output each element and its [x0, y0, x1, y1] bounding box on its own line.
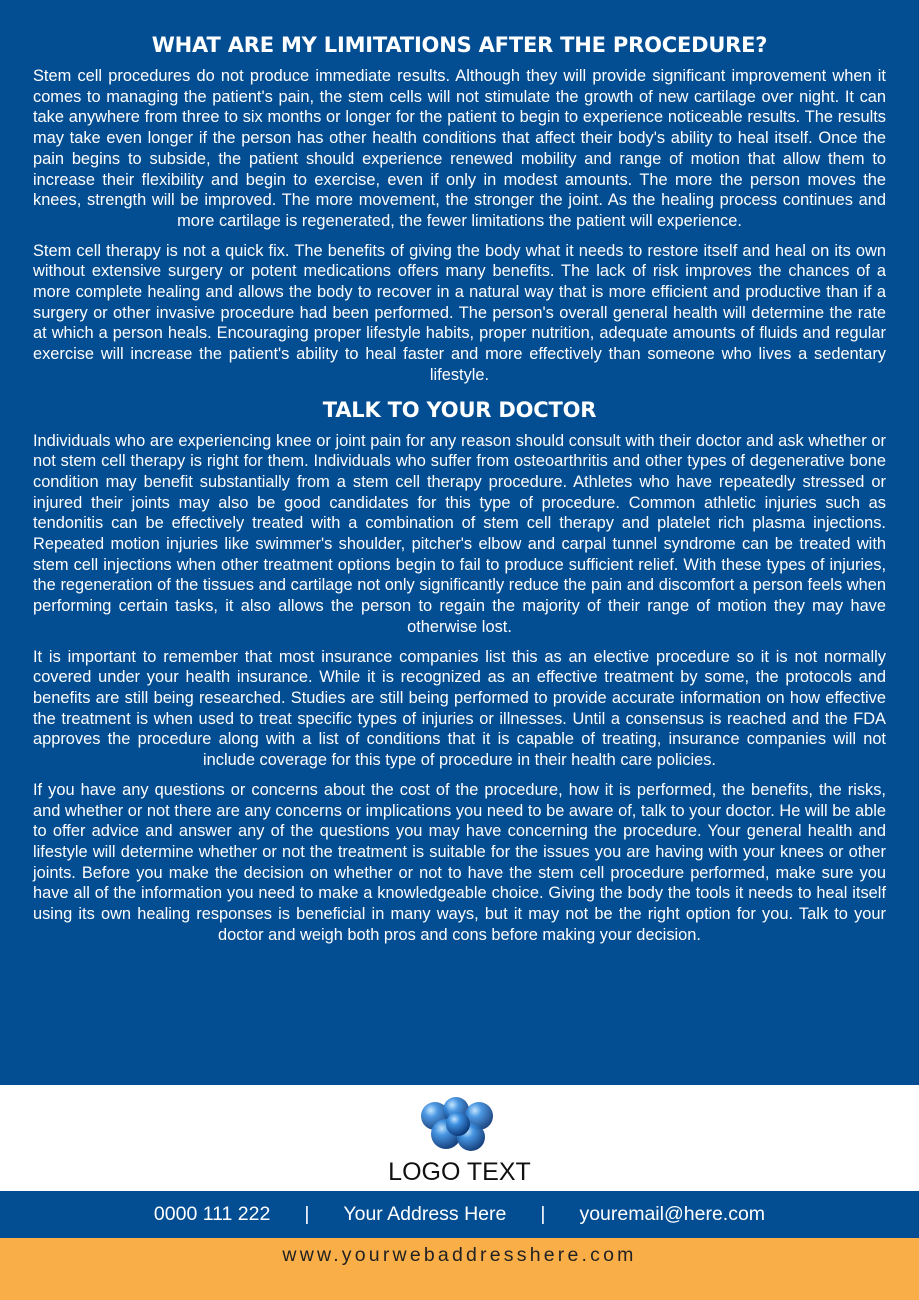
web-address-bar [0, 1238, 919, 1300]
doctor-paragraph: It is important to remember that most insurance companies list this as an elective procedure so it is not normally covered under your health insurance. While it is recognized as an effective treatment by some, the protocols and benefits are still being researched. Studies are still being performed to provide accurate information on how effective the treatment is when used to treat specific types of injuries or illnesses. Until a consensus is reached and the FDA approves the procedure along with a list of conditions that it is capable of treating, insurance companies will not include coverage for this type of procedure in their health care policies. [33, 647, 886, 770]
talk-to-doctor-heading: TALK TO YOUR DOCTOR [322, 397, 597, 422]
address: Your Address Here [343, 1203, 507, 1225]
separator: | [540, 1203, 546, 1225]
logo-text: LOGO TEXT [388, 1158, 531, 1186]
phone-number[interactable]: 0000 111 222 [153, 1203, 271, 1225]
limitations-heading: WHAT ARE MY LIMITATIONS AFTER THE PROCEDURE? [151, 33, 768, 57]
web-address-link[interactable]: www.yourwebaddresshere.com [282, 1244, 637, 1266]
contact-bar [0, 1191, 919, 1238]
doctor-paragraph: If you have any questions or concerns about the cost of the procedure, how it is performed, the benefits, the risks, and whether or not there are any concerns or implications you need to be aware of, talk to your doctor. He will be able to offer advice and answer any of the questions you may have concerning the procedure. Your general health and lifestyle will determine whether or not the treatment is suitable for the issues you are having with your knees or other joints. Before you make the decision on whether or not to have the stem cell procedure performed, make sure you have all of the information you need to make a knowledgeable choice. Giving the body the tools it needs to heal itself using its own healing responses is beneficial in many ways, but it may not be the right option for you. Talk to your doctor and weigh both pros and cons before making your decision. [33, 780, 886, 944]
limitations-paragraph: Stem cell procedures do not produce immediate results. Although they will provide significant improvement when it comes to managing the patient's pain, the stem cells will not stimulate the growth of new cartilage over night. It can take anywhere from three to six months or longer for the patient to begin to experience noticeable results. The results may take even longer if the person has other health conditions that affect their body's ability to heal itself. Once the pain begins to subside, the patient should experience renewed mobility and range of motion that allow them to increase their flexibility and begin to exercise, even if only in modest amounts. The more the person moves the knees, strength will be improved. The more movement, the stronger the joint. As the healing process continues and more cartilage is regenerated, the fewer limitations the patient will experience. [33, 67, 886, 230]
email-link[interactable]: youremail@here.com [579, 1203, 766, 1225]
logo-area [0, 1085, 919, 1191]
limitations-paragraph: Stem cell therapy is not a quick fix. The benefits of giving the body what it needs to restore itself and heal on its own without extensive surgery or potent medications offers many benefits. The lack of risk improves the chances of a more complete healing and allows the body to recover in a natural way that is more efficient and productive than if a surgery or other invasive procedure had been performed. The person's overall general health will determine the rate at which a person heals. Encouraging proper lifestyle habits, proper nutrition, adequate amounts of fluids and regular exercise will increase the patient's ability to heal faster and more effectively than someone who lives a sedentary lifestyle. [33, 241, 886, 384]
doctor-paragraph: Individuals who are experiencing knee or joint pain for any reason should consult with their doctor and ask whether or not stem cell therapy is right for them. Individuals who suffer from osteoarthritis and other types of degenerative bone condition may benefit substantially from a stem cell therapy procedure. Athletes who have repeatedly stressed or injured their joints may also be good candidates for this type of procedure. Common athletic injuries such as tendonitis can be effectively treated with a combination of stem cell therapy and platelet rich plasma injections. Repeated motion injuries like swimmer's shoulder, pitcher's elbow and carpal tunnel syndrome can be treated with stem cell injections when other treatment options begin to fail to produce sufficient relief. With these types of injuries, the regeneration of the tissues and cartilage not only significantly reduce the pain and discomfort a person feels when performing certain tasks, it also allows the person to regain the majority of their range of motion they may have otherwise lost. [33, 431, 886, 636]
separator: | [304, 1203, 310, 1225]
cell-cluster-icon [418, 1096, 498, 1160]
